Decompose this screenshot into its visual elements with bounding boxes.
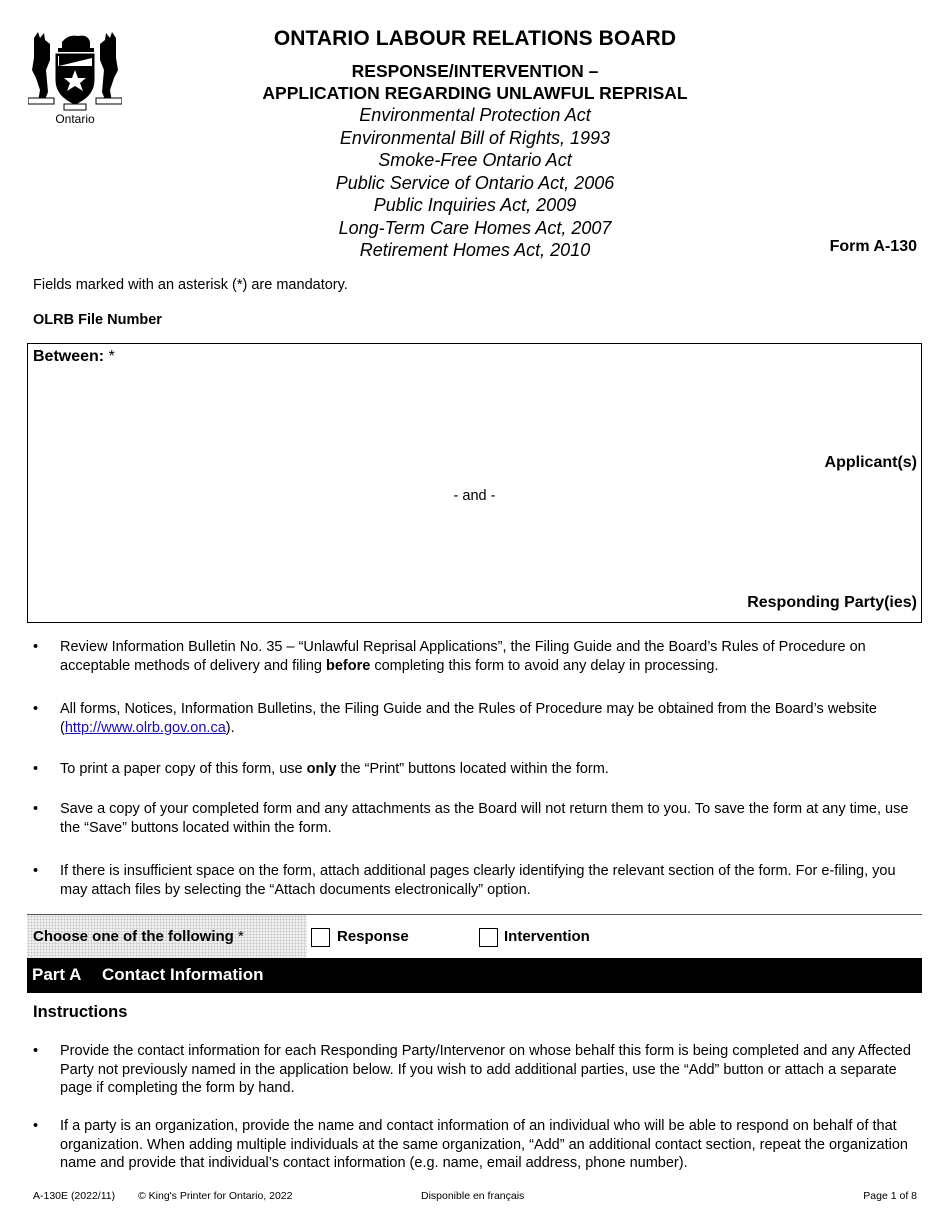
footer-page-number: Page 1 of 8 — [863, 1190, 917, 1202]
act-name: Public Inquiries Act, 2009 — [373, 195, 577, 215]
bullet-text: To print a paper copy of this form, use only the “Print” buttons located within the form. — [60, 761, 609, 777]
bullet-icon: • — [33, 1118, 39, 1134]
footer-french-available: Disponible en français — [421, 1190, 525, 1202]
and-separator: - and - — [453, 488, 496, 504]
intervention-checkbox[interactable] — [479, 928, 498, 947]
mandatory-note: Fields marked with an asterisk (*) are mandatory. — [33, 277, 348, 293]
form-subtitle-line-2: APPLICATION REGARDING UNLAWFUL REPRISAL — [262, 83, 688, 103]
required-asterisk: * — [108, 348, 115, 365]
logo-caption: Ontario — [55, 112, 95, 126]
required-asterisk: * — [238, 928, 244, 945]
bullet-icon: • — [33, 801, 39, 817]
bullet-text: If there is insufficient space on the form, attach additional pages clearly identifying the relevant section of the form. For e-filing, you may attach files by selecting the “Attach documents electronically” option. — [60, 863, 896, 898]
acts-list — [0, 104, 950, 262]
bullet-icon: • — [33, 1043, 39, 1059]
choose-one-label: Choose one of the following * — [33, 928, 244, 945]
between-parties-field[interactable] — [27, 343, 922, 623]
bullet-text: Provide the contact information for each Responding Party/Intervenor on whose behalf this form is being completed and any Affected Party not previously named in the application below. If you wish to add additional parties, use the “Add” button or attach a separate page if completing the form by hand. — [60, 1043, 911, 1096]
bullet-text: If a party is an organization, provide the name and contact information of an individual who will be able to respond on behalf of that organization. When adding multiple individuals at the same organization, “Add” an additional contact section, repeat the organization name and provide that individual’s contact information (e.g. name, email address, phone number). — [60, 1118, 908, 1171]
instructions-heading: Instructions — [33, 1003, 128, 1021]
form-subtitle-line-1: RESPONSE/INTERVENTION – — [351, 61, 599, 81]
part-a-title: Contact Information — [102, 965, 264, 984]
footer-copyright: © King's Printer for Ontario, 2022 — [138, 1190, 293, 1202]
intervention-checkbox-label[interactable]: Intervention — [504, 928, 590, 945]
bullet-text: Review Information Bulletin No. 35 – “Unlawful Reprisal Applications”, the Filing Guide and the Board’s Rules of Procedure on acceptable methods of delivery and filing before completing this form to avoid any delay in processing. — [60, 639, 866, 674]
responding-parties-label: Responding Party(ies) — [747, 594, 917, 611]
bullet-icon: • — [33, 761, 39, 777]
between-label — [33, 348, 115, 366]
applicants-label: Applicant(s) — [824, 454, 917, 471]
bullet-icon: • — [33, 863, 39, 879]
bullet-text: Save a copy of your completed form and any attachments as the Board will not return them to you. To save the form at any time, use the “Save” buttons located within the form. — [60, 801, 909, 836]
act-name: Public Service of Ontario Act, 2006 — [335, 172, 615, 193]
form-number: Form A-130 — [829, 238, 917, 255]
part-a-banner — [27, 958, 922, 993]
act-name: Smoke-Free Ontario Act — [378, 150, 572, 170]
act-name: Long-Term Care Homes Act, 2007 — [338, 217, 612, 238]
olrb-file-number-label: OLRB File Number — [33, 312, 162, 328]
part-a-label: Part A — [32, 965, 82, 984]
board-title: ONTARIO LABOUR RELATIONS BOARD — [273, 27, 677, 50]
act-name: Environmental Bill of Rights, 1993 — [339, 127, 611, 148]
between-label-text: Between: — [33, 348, 105, 365]
act-name: Environmental Protection Act — [359, 105, 591, 125]
bullet-icon: • — [33, 639, 39, 655]
response-checkbox[interactable] — [311, 928, 330, 947]
bullet-icon: • — [33, 701, 39, 717]
bullet-text: All forms, Notices, Information Bulletins, the Filing Guide and the Rules of Procedure may be obtained from the Board’s website (http://www.olrb.gov.on.ca). — [60, 701, 877, 736]
footer-form-code: A-130E (2022/11) — [33, 1190, 116, 1202]
act-name: Retirement Homes Act, 2010 — [359, 240, 591, 260]
olrb-website-link[interactable]: http://www.olrb.gov.on.ca — [64, 719, 226, 736]
response-checkbox-label[interactable]: Response — [337, 928, 409, 945]
